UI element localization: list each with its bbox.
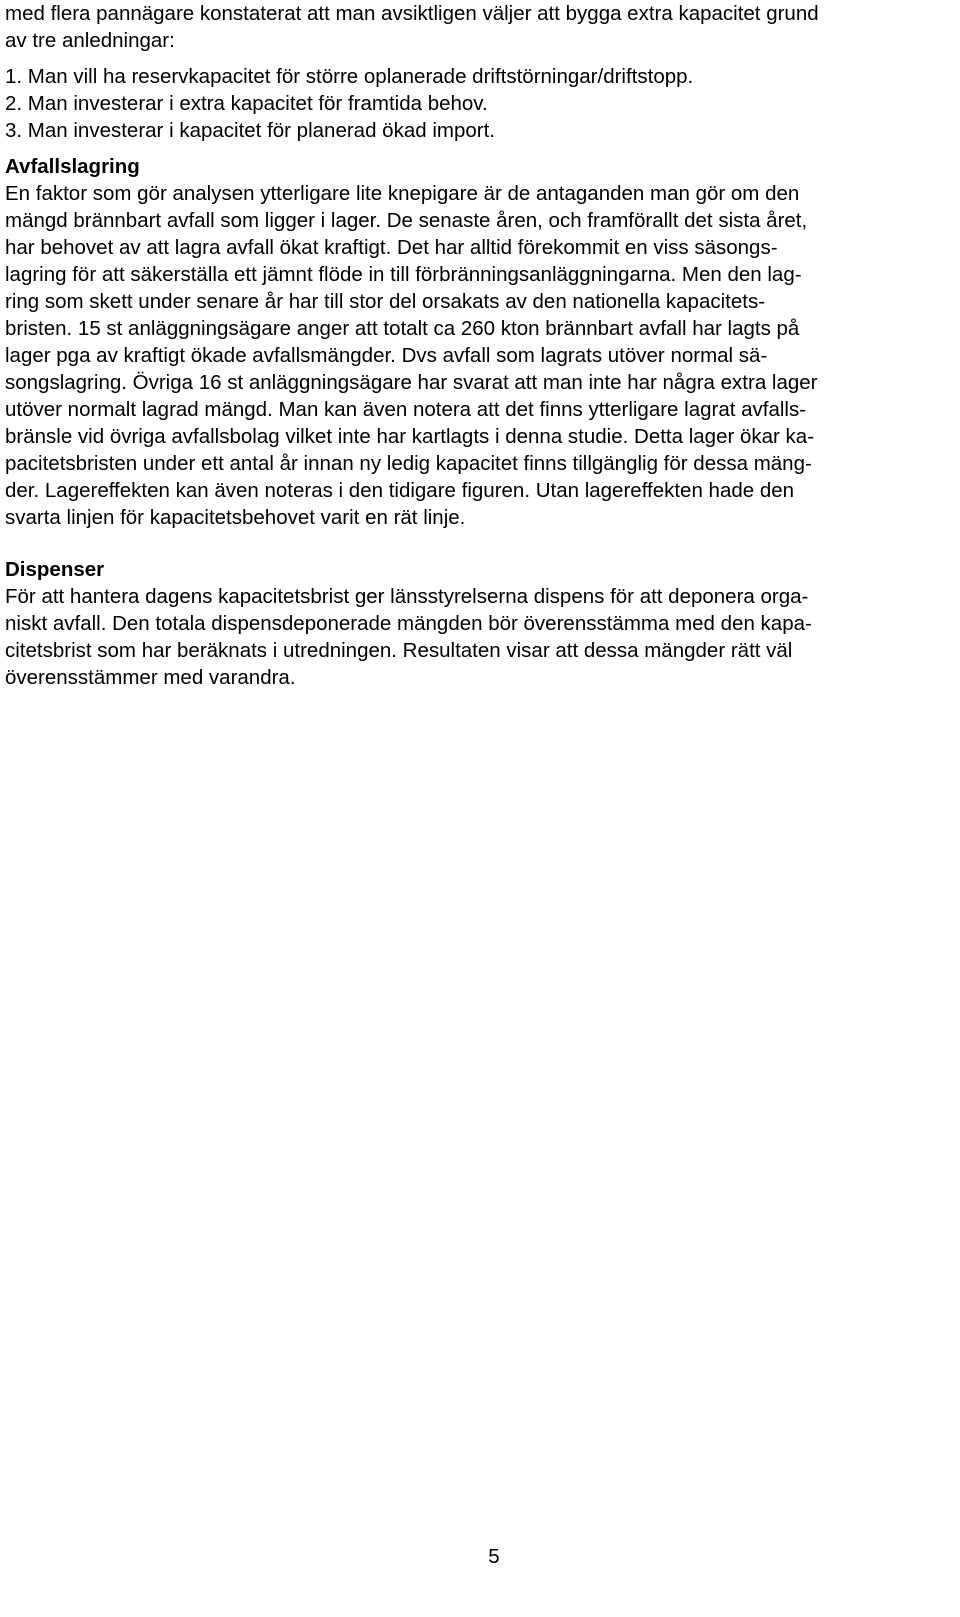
paragraph-line: har behovet av att lagra avfall ökat kraftigt. Det har alltid förekommit en viss säsongs- (5, 236, 778, 259)
paragraph-line: lager pga av kraftigt ökade avfallsmängder. Dvs avfall som lagrats utöver normal sä- (5, 344, 768, 367)
section-heading: Dispenser (5, 558, 105, 581)
paragraph-line: En faktor som gör analysen ytterligare lite knepigare är de antaganden man gör om den (5, 182, 800, 205)
paragraph-line: citetsbrist som har beräknats i utredningen. Resultaten visar att dessa mängder rätt väl (5, 639, 793, 662)
paragraph-line: bränsle vid övriga avfallsbolag vilket inte har kartlagts i denna studie. Detta lager ökar ka- (5, 425, 815, 448)
paragraph-line: mängd brännbart avfall som ligger i lager. De senaste åren, och framförallt det sista året, (5, 209, 808, 232)
section-avfallslagring (5, 153, 940, 531)
intro-line: med flera pannägare konstaterat att man avsiktligen väljer att bygga extra kapacitet grund (5, 2, 819, 25)
paragraph-line: bristen. 15 st anläggningsägare anger att totalt ca 260 kton brännbart avfall har lagts på (5, 317, 800, 340)
paragraph-line: der. Lagereffekten kan även noteras i den tidigare figuren. Utan lagereffekten hade den (5, 479, 795, 502)
paragraph-line: lagring för att säkerställa ett jämnt flöde in till förbränningsanläggningarna. Men den lag- (5, 263, 802, 286)
list-item: 3. Man investerar i kapacitet för planerad ökad import. (5, 119, 495, 142)
paragraph-line: överensstämmer med varandra. (5, 666, 296, 689)
list-item: 1. Man vill ha reservkapacitet för större oplanerade driftstörningar/driftstopp. (5, 65, 694, 88)
paragraph-line: För att hantera dagens kapacitetsbrist ger länsstyrelserna dispens för att deponera orga- (5, 585, 809, 608)
paragraph-line: svarta linjen för kapacitetsbehovet varit en rät linje. (5, 506, 466, 529)
section-heading: Avfallslagring (5, 155, 140, 178)
intro-paragraph (5, 0, 940, 54)
paragraph-line: songslagring. Övriga 16 st anläggningsägare har svarat att man inte har några extra lager (5, 371, 818, 394)
reasons-list (5, 63, 940, 144)
paragraph-line: pacitetsbristen under ett antal år innan ny ledig kapacitet finns tillgänglig för dessa mäng- (5, 452, 812, 475)
list-item: 2. Man investerar i extra kapacitet för framtida behov. (5, 92, 488, 115)
page-number: 5 (488, 1545, 500, 1568)
paragraph-line: ring som skett under senare år har till stor del orsakats av den nationella kapacitets- (5, 290, 766, 313)
section-dispenser (5, 556, 940, 691)
paragraph-line: utöver normalt lagrad mängd. Man kan även notera att det finns ytterligare lagrat avfalls- (5, 398, 807, 421)
intro-line: av tre anledningar: (5, 29, 175, 52)
page-number-footer (0, 1543, 960, 1570)
paragraph-line: niskt avfall. Den totala dispensdeponerade mängden bör överensstämma med den kapa- (5, 612, 812, 635)
document-page (5, 0, 940, 691)
